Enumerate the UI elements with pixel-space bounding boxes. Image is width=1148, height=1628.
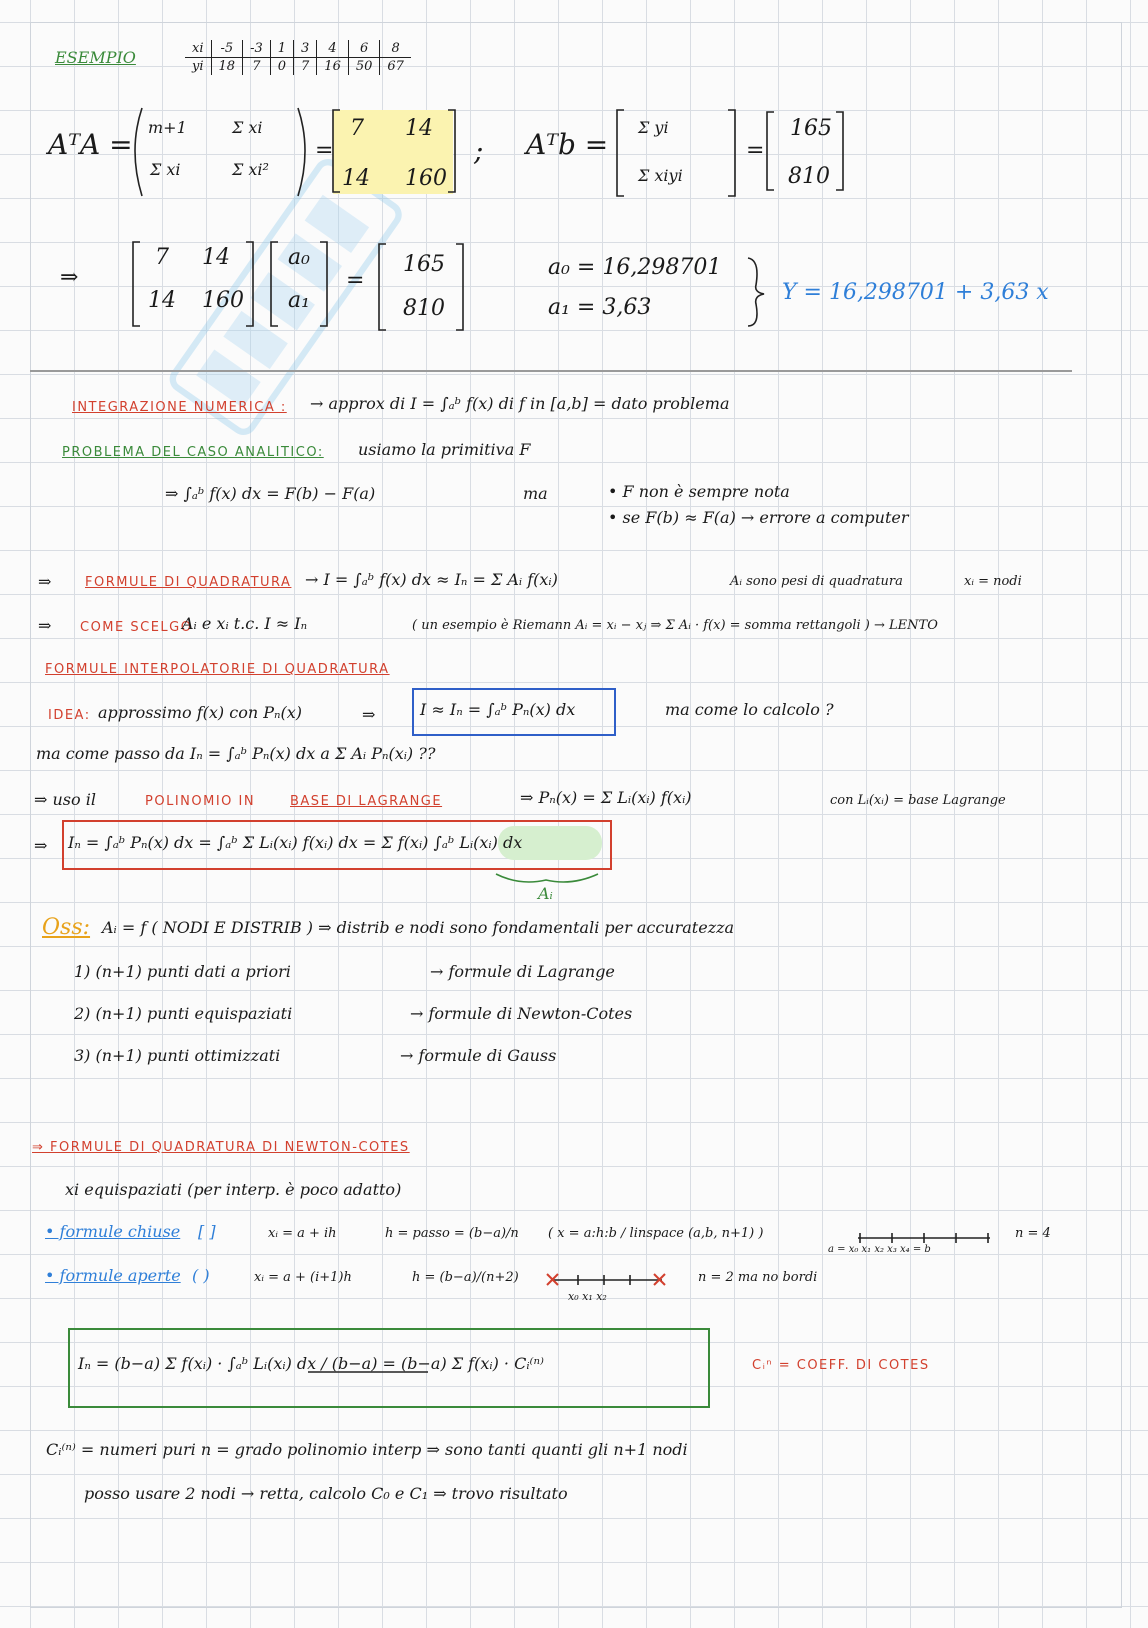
closed-n: n = 4 (1015, 1226, 1051, 1241)
quad-formula: → I = ∫ₐᵇ f(x) dx ≈ Iₙ = Σ Aᵢ f(xᵢ) (305, 570, 558, 589)
closed-formula-name: • formule chiuse (45, 1222, 181, 1241)
table-x-header: xi (185, 40, 211, 58)
open-node: xᵢ = a + (i+1)h (254, 1270, 352, 1285)
ma-word: ma (523, 484, 548, 503)
oss-item-3: 3) (n+1) punti ottimizzati (74, 1046, 281, 1065)
table-cell: 6 (348, 40, 380, 58)
open-brackets: ( ) (192, 1266, 210, 1285)
ata-num-11: 7 (350, 116, 364, 141)
atb-sym-2: Σ xiyi (638, 166, 683, 185)
table-cell: 0 (270, 58, 293, 76)
nc-sub: xi equispaziati (per interp. è poco adatto) (65, 1180, 402, 1199)
oss-result-3: → formule di Gauss (400, 1046, 557, 1065)
oss-result-2: → formule di Newton-Cotes (410, 1004, 633, 1023)
quad-nodes: xᵢ = nodi (964, 574, 1022, 589)
last-line: posso usare 2 nodi → retta, calcolo C₀ e C₁ ⇒ trovo risultato (84, 1484, 568, 1503)
open-note: n = 2 ma no bordi (698, 1270, 818, 1285)
idea-question: ma come lo calcolo ? (665, 700, 834, 719)
table-cell: 16 (317, 58, 349, 76)
table-cell: 7 (243, 58, 271, 76)
table-cell: 4 (317, 40, 349, 58)
arrow: ⇒ (34, 836, 48, 855)
choose-title: COME SCELGO (80, 620, 193, 635)
table-y-header: yi (192, 59, 204, 74)
open-ticks: x₀ x₁ x₂ (568, 1290, 607, 1303)
lagrange-base: BASE DI LAGRANGE (290, 794, 443, 809)
sys-num-12: 14 (202, 245, 230, 270)
ata-sym-11: m+1 (148, 118, 187, 137)
unknown-a0: a₀ (288, 245, 310, 270)
atb-label: Aᵀb = (526, 128, 609, 161)
sys-num-11: 7 (155, 245, 169, 270)
cotes-line: Cᵢ⁽ⁿ⁾ = numeri puri n = grado polinomio interp ⇒ sono tanti quanti gli n+1 nodi (46, 1440, 688, 1459)
closed-brackets: [ ] (198, 1222, 216, 1241)
arrow: ⇒ (362, 705, 376, 724)
open-h: h = (b−a)/(n+2) (412, 1270, 519, 1285)
table-cell: -3 (243, 40, 271, 58)
oss-label: Oss: (42, 915, 91, 940)
interp-title: FORMULE INTERPOLATORIE DI QUADRATURA (45, 662, 390, 677)
ai-label: Aᵢ (538, 884, 553, 903)
oss-text: Aᵢ = f ( NODI E DISTRIB ) ⇒ distrib e nodi sono fondamentali per accuratezza (102, 918, 735, 937)
sys-num-21: 14 (148, 288, 176, 313)
ata-num-21: 14 (342, 166, 370, 191)
atb-num-2: 810 (788, 164, 830, 189)
table-cell: 8 (380, 40, 411, 58)
quad-title: FORMULE DI QUADRATURA (85, 575, 292, 590)
bullet-2: • se F(b) ≈ F(a) → errore a computer (608, 508, 909, 527)
lagrange-formula: ⇒ Pₙ(x) = Σ Lᵢ(xᵢ) f(xᵢ) (520, 788, 692, 807)
a0-result: a₀ = 16,298701 (548, 255, 722, 280)
red-box-formula: Iₙ = ∫ₐᵇ Pₙ(x) dx = ∫ₐᵇ Σ Lᵢ(xᵢ) f(xᵢ) dx = Σ f(xᵢ) ∫ₐᵇ Lᵢ(xᵢ) dx (68, 833, 523, 852)
atb-sym-1: Σ yi (638, 118, 669, 137)
table-cell: 1 (270, 40, 293, 58)
analytic-text: usiamo la primitiva F (358, 440, 531, 459)
semicolon: ; (474, 134, 484, 167)
idea-formula: I ≈ Iₙ = ∫ₐᵇ Pₙ(x) dx (420, 700, 576, 719)
fundamental-theorem: ⇒ ∫ₐᵇ f(x) dx = F(b) − F(a) (165, 484, 376, 503)
ata-sym-22: Σ xi² (232, 160, 269, 179)
quad-weights: Aᵢ sono pesi di quadratura (730, 574, 903, 589)
table-cell: 50 (348, 58, 380, 76)
closed-ticks: a = x₀ x₁ x₂ x₃ x₄ = b (828, 1244, 931, 1255)
equals-sign: = (746, 138, 765, 163)
sys-rhs-2: 810 (403, 296, 445, 321)
cotes-formula: Iₙ = (b−a) Σ f(xᵢ) · ∫ₐᵇ Lᵢ(xᵢ) dx / (b−a) = (b−a) Σ f(xᵢ) · Cᵢ⁽ⁿ⁾ (78, 1354, 544, 1373)
ata-sym-12: Σ xi (232, 118, 263, 137)
closed-code: ( x = a:h:b / linspace (a,b, n+1) ) (548, 1226, 764, 1241)
idea-label: IDEA: (48, 708, 91, 723)
bullet-1: • F non è sempre nota (608, 482, 790, 501)
example-label: ESEMPIO (55, 48, 136, 67)
numint-def: → approx di I = ∫ₐᵇ f(x) di f in [a,b] = dato problema (310, 394, 730, 413)
arrow: ⇒ (38, 616, 52, 635)
ata-label: AᵀA = (48, 128, 133, 161)
sys-num-22: 160 (202, 288, 244, 313)
pass-text: ma come passo da Iₙ = ∫ₐᵇ Pₙ(x) dx a Σ Aᵢ Pₙ(xᵢ) ?? (36, 744, 436, 763)
oss-item-2: 2) (n+1) punti equispaziati (74, 1004, 293, 1023)
unknown-a1: a₁ (288, 288, 310, 313)
arrow: ⇒ (38, 572, 52, 591)
equals-sign: = (315, 138, 334, 163)
equals-sign: = (346, 268, 365, 293)
numint-title: INTEGRAZIONE NUMERICA : (72, 400, 287, 415)
oss-result-1: → formule di Lagrange (430, 962, 615, 981)
table-cell: 18 (211, 58, 243, 76)
ata-num-12: 14 (405, 116, 433, 141)
atb-num-1: 165 (790, 116, 832, 141)
choose-example: ( un esempio è Riemann Aᵢ = xᵢ − xⱼ ⇒ Σ Aᵢ · f(x) = somma rettangoli ) → LENTO (412, 618, 938, 633)
lagrange-prefix: ⇒ uso il (34, 790, 96, 809)
open-formula-name: • formule aperte (45, 1266, 181, 1285)
lagrange-poly: POLINOMIO IN (145, 794, 256, 809)
oss-item-1: 1) (n+1) punti dati a priori (74, 962, 291, 981)
sys-rhs-1: 165 (403, 252, 445, 277)
a1-result: a₁ = 3,63 (548, 295, 652, 320)
table-cell: 7 (294, 58, 317, 76)
choose-text: Aᵢ e xᵢ t.c. I ≈ Iₙ (182, 614, 308, 633)
closed-node: xᵢ = a + ih (268, 1226, 337, 1241)
nc-title: ⇒ FORMULE DI QUADRATURA DI NEWTON-COTES (32, 1140, 410, 1155)
lagrange-basis: con Lᵢ(xᵢ) = base Lagrange (830, 793, 1006, 808)
ata-sym-21: Σ xi (150, 160, 181, 179)
closed-h: h = passo = (b−a)/n (385, 1226, 519, 1241)
idea-text: approssimo f(x) con Pₙ(x) (98, 703, 302, 722)
arrow: ⇒ (60, 265, 79, 290)
regression-model: Y = 16,298701 + 3,63 x (782, 280, 1049, 305)
analytic-title: PROBLEMA DEL CASO ANALITICO: (62, 445, 324, 460)
cotes-coeff: Cᵢⁿ = COEFF. DI COTES (752, 1358, 930, 1373)
ata-num-22: 160 (405, 166, 447, 191)
table-cell: 67 (380, 58, 411, 76)
table-cell: -5 (211, 40, 243, 58)
table-cell: 3 (294, 40, 317, 58)
